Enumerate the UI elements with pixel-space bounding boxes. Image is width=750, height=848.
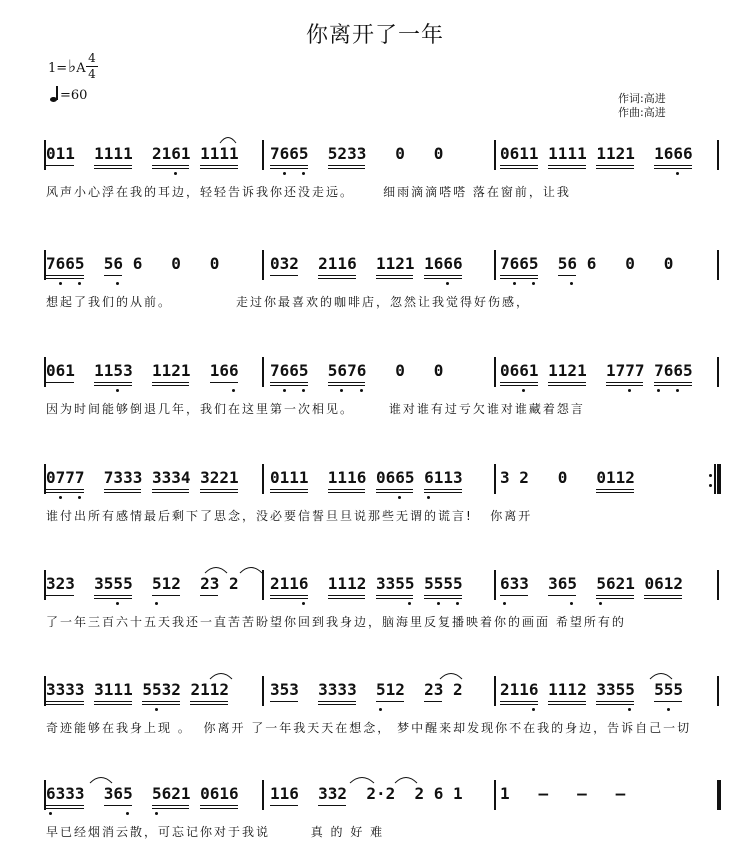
slur-mark bbox=[394, 774, 418, 784]
octave-dot bbox=[283, 172, 286, 175]
octave-dot bbox=[398, 496, 401, 499]
beam-line bbox=[328, 165, 366, 166]
beam-line bbox=[190, 704, 228, 705]
octave-dot bbox=[676, 389, 679, 392]
beam-line bbox=[328, 385, 366, 386]
octave-dot bbox=[599, 602, 602, 605]
beam-line bbox=[500, 168, 538, 169]
beam-line bbox=[596, 168, 634, 169]
octave-dot bbox=[302, 602, 305, 605]
barline bbox=[717, 464, 721, 494]
barline bbox=[494, 570, 496, 600]
measure-notes: 1 – – – bbox=[500, 784, 626, 803]
beam-line bbox=[328, 168, 366, 169]
beam-line bbox=[548, 595, 576, 596]
flat-sign-icon: ♭ bbox=[68, 57, 77, 77]
beam-line bbox=[548, 165, 586, 166]
beam-line bbox=[152, 492, 190, 493]
beam-line bbox=[318, 805, 346, 806]
barline bbox=[262, 357, 264, 387]
key-note: A bbox=[76, 61, 86, 76]
slur-mark bbox=[204, 564, 228, 574]
octave-dot bbox=[78, 282, 81, 285]
beam-line bbox=[200, 492, 238, 493]
beam-line bbox=[94, 701, 132, 702]
beam-line bbox=[596, 492, 634, 493]
beam-line bbox=[210, 382, 238, 383]
beam-line bbox=[200, 808, 238, 809]
barline bbox=[717, 570, 719, 600]
octave-dot bbox=[174, 172, 177, 175]
measure-notes: 353 3333 512 23 2 bbox=[270, 680, 463, 699]
barline bbox=[262, 780, 264, 810]
beam-line bbox=[270, 492, 308, 493]
measure-notes: 7665 56 6 0 0 bbox=[500, 254, 674, 273]
beam-line bbox=[376, 595, 414, 596]
barline bbox=[262, 570, 264, 600]
barline bbox=[494, 250, 496, 280]
beam-line bbox=[200, 805, 238, 806]
octave-dot bbox=[116, 282, 119, 285]
beam-line bbox=[270, 275, 298, 276]
octave-dot bbox=[340, 389, 343, 392]
measure-notes: 032 2116 1121 1666 bbox=[270, 254, 463, 273]
time-bottom: 4 bbox=[88, 67, 96, 81]
beam-line bbox=[152, 489, 190, 490]
measure-notes: 7665 56 6 0 0 bbox=[46, 254, 220, 273]
beam-line bbox=[152, 595, 180, 596]
barline bbox=[717, 780, 721, 810]
octave-dot bbox=[232, 389, 235, 392]
beam-line bbox=[318, 704, 356, 705]
key-label: 1= bbox=[48, 61, 68, 76]
beam-line bbox=[142, 704, 180, 705]
slur-mark bbox=[209, 670, 233, 680]
measure-notes: 6333 365 5621 0616 bbox=[46, 784, 239, 803]
barline bbox=[717, 357, 719, 387]
slur-mark bbox=[89, 774, 113, 784]
measure-notes: 7665 5676 0 0 bbox=[270, 361, 444, 380]
beam-line bbox=[270, 595, 308, 596]
beam-line bbox=[596, 598, 634, 599]
beam-line bbox=[152, 168, 190, 169]
beam-line bbox=[606, 382, 644, 383]
beam-line bbox=[424, 278, 462, 279]
octave-dot bbox=[408, 602, 411, 605]
beam-line bbox=[376, 598, 414, 599]
barline bbox=[717, 140, 719, 170]
beam-line bbox=[94, 168, 132, 169]
beam-line bbox=[46, 382, 74, 383]
octave-dot bbox=[437, 602, 440, 605]
beam-line bbox=[270, 805, 298, 806]
time-signature bbox=[86, 52, 98, 81]
barline bbox=[262, 464, 264, 494]
octave-dot bbox=[513, 282, 516, 285]
barline bbox=[494, 140, 496, 170]
beam-line bbox=[318, 701, 356, 702]
octave-dot bbox=[628, 389, 631, 392]
lyric-line: 了一年三百六十五天我还一直苦苦盼望你回到我身边，脑海里反复播映着你的画面 希望所有的 bbox=[46, 615, 626, 629]
measure-notes: 2116 1112 3355 5555 bbox=[270, 574, 463, 593]
beam-line bbox=[654, 701, 682, 702]
octave-dot bbox=[360, 389, 363, 392]
slur-mark bbox=[219, 134, 237, 144]
beam-line bbox=[654, 168, 692, 169]
beam-line bbox=[190, 701, 228, 702]
song-title: 你离开了一年 bbox=[305, 23, 444, 48]
composer: 作曲:高进 bbox=[618, 106, 666, 119]
beam-line bbox=[548, 701, 586, 702]
barline bbox=[262, 140, 264, 170]
octave-dot bbox=[676, 172, 679, 175]
barline bbox=[717, 250, 719, 280]
beam-line bbox=[270, 382, 308, 383]
quarter-note-icon bbox=[50, 86, 60, 102]
beam-line bbox=[94, 704, 132, 705]
beam-line bbox=[558, 275, 576, 276]
slur-mark bbox=[239, 564, 263, 574]
lyric-line: 因为时间能够倒退几年，我们在这里第一次相见。 谁对谁有过亏欠谁对谁藏着怨言 bbox=[46, 402, 585, 416]
beam-line bbox=[596, 595, 634, 596]
beam-line bbox=[200, 168, 238, 169]
notation-system-4 bbox=[44, 462, 724, 532]
beam-line bbox=[596, 701, 634, 702]
beam-line bbox=[200, 489, 238, 490]
octave-dot bbox=[49, 812, 52, 815]
beam-line bbox=[596, 165, 634, 166]
beam-line bbox=[376, 489, 414, 490]
notation-system-5 bbox=[44, 568, 724, 638]
beam-line bbox=[200, 165, 238, 166]
octave-dot bbox=[59, 282, 62, 285]
measure-notes: 3 2 0 0112 bbox=[500, 468, 635, 487]
beam-line bbox=[94, 165, 132, 166]
beam-line bbox=[270, 701, 298, 702]
octave-dot bbox=[532, 708, 535, 711]
beam-line bbox=[46, 278, 84, 279]
barline bbox=[262, 676, 264, 706]
beam-line bbox=[152, 382, 190, 383]
slur-mark bbox=[349, 774, 375, 784]
beam-line bbox=[654, 382, 692, 383]
octave-dot bbox=[283, 389, 286, 392]
beam-line bbox=[46, 704, 84, 705]
beam-line bbox=[424, 492, 462, 493]
beam-line bbox=[104, 275, 122, 276]
lyric-line: 奇迹能够在我身上现 。 你离开 了一年我天天在想念， 梦中醒来却发现你不在我的身边，告诉自己一切 bbox=[46, 721, 692, 735]
beam-line bbox=[152, 808, 190, 809]
beam-line bbox=[142, 701, 180, 702]
measure-notes: 7665 5233 0 0 bbox=[270, 144, 444, 163]
beam-line bbox=[152, 165, 190, 166]
beam-line bbox=[376, 701, 404, 702]
beam-line bbox=[596, 489, 634, 490]
barline bbox=[494, 780, 496, 810]
octave-dot bbox=[532, 282, 535, 285]
octave-dot bbox=[302, 172, 305, 175]
measure-notes: 0111 1116 0665 6113 bbox=[270, 468, 463, 487]
beam-line bbox=[644, 598, 682, 599]
beam-line bbox=[94, 595, 132, 596]
beam-line bbox=[424, 489, 462, 490]
measure-notes: 0611 1111 1121 1666 bbox=[500, 144, 693, 163]
barline bbox=[714, 464, 716, 494]
lyric-line: 想起了我们的从前。 走过你最喜欢的咖啡店，忽然让我觉得好伤感， bbox=[46, 295, 530, 309]
beam-line bbox=[424, 701, 442, 702]
octave-dot bbox=[456, 602, 459, 605]
beam-line bbox=[270, 165, 308, 166]
beam-line bbox=[654, 165, 692, 166]
beam-line bbox=[644, 595, 682, 596]
beam-line bbox=[500, 595, 528, 596]
barline bbox=[262, 250, 264, 280]
octave-dot bbox=[427, 496, 430, 499]
beam-line bbox=[46, 165, 74, 166]
beam-line bbox=[328, 382, 366, 383]
beam-line bbox=[376, 492, 414, 493]
beam-line bbox=[500, 165, 538, 166]
beam-line bbox=[328, 492, 366, 493]
notation-system-3 bbox=[44, 355, 724, 425]
octave-dot bbox=[667, 708, 670, 711]
beam-line bbox=[500, 382, 538, 383]
tempo-value: =60 bbox=[60, 88, 88, 103]
lyric-line: 早已经烟消云散，可忘记你对于我说 真 的 好 难 bbox=[46, 825, 385, 839]
beam-line bbox=[104, 489, 142, 490]
beam-line bbox=[376, 278, 414, 279]
beam-line bbox=[152, 805, 190, 806]
beam-line bbox=[606, 385, 644, 386]
beam-line bbox=[46, 808, 84, 809]
beam-line bbox=[328, 489, 366, 490]
beam-line bbox=[548, 168, 586, 169]
barline bbox=[494, 464, 496, 494]
beam-line bbox=[270, 385, 308, 386]
beam-line bbox=[152, 385, 190, 386]
lyricist: 作词:高进 bbox=[618, 92, 666, 105]
beam-line bbox=[270, 598, 308, 599]
lyric-line: 谁付出所有感情最后剩下了思念，没必要信誓旦旦说那些无谓的谎言! 你离开 bbox=[46, 509, 533, 523]
beam-line bbox=[328, 598, 366, 599]
octave-dot bbox=[78, 496, 81, 499]
notation-system-7 bbox=[44, 778, 724, 848]
beam-line bbox=[318, 278, 356, 279]
notation-system-2 bbox=[44, 248, 724, 318]
octave-dot bbox=[446, 282, 449, 285]
slur-mark bbox=[649, 670, 673, 680]
octave-dot bbox=[379, 708, 382, 711]
beam-line bbox=[270, 168, 308, 169]
beam-line bbox=[500, 278, 538, 279]
measure-notes: 3333 3111 5532 2112 bbox=[46, 680, 230, 699]
beam-line bbox=[548, 704, 586, 705]
octave-dot bbox=[59, 496, 62, 499]
measure-notes: 2116 1112 3355 555 bbox=[500, 680, 684, 699]
beam-line bbox=[424, 275, 462, 276]
octave-dot bbox=[657, 389, 660, 392]
beam-line bbox=[200, 595, 218, 596]
octave-dot bbox=[126, 812, 129, 815]
credits bbox=[618, 92, 666, 120]
beam-line bbox=[46, 805, 84, 806]
key-signature bbox=[48, 57, 86, 77]
beam-line bbox=[328, 595, 366, 596]
tempo-marking bbox=[50, 86, 87, 103]
octave-dot bbox=[155, 812, 158, 815]
octave-dot bbox=[503, 602, 506, 605]
notation-system-1 bbox=[44, 138, 724, 208]
beam-line bbox=[318, 275, 356, 276]
beam-line bbox=[500, 701, 538, 702]
octave-dot bbox=[628, 708, 631, 711]
measure-notes: 633 365 5621 0612 bbox=[500, 574, 684, 593]
measure-notes: 0777 7333 3334 3221 bbox=[46, 468, 239, 487]
octave-dot bbox=[155, 602, 158, 605]
beam-line bbox=[596, 704, 634, 705]
beam-line bbox=[46, 489, 84, 490]
notation-system-6 bbox=[44, 674, 724, 744]
measure-notes: 116 332 2·2 2 6 1 bbox=[270, 784, 463, 803]
lyric-line: 风声小心浮在我的耳边，轻轻告诉我你还没走远。 细雨滴滴嗒嗒 落在窗前，让我 bbox=[46, 185, 571, 199]
beam-line bbox=[424, 598, 462, 599]
octave-dot bbox=[570, 282, 573, 285]
measure-notes: 0661 1121 1777 7665 bbox=[500, 361, 693, 380]
measure-notes: 011 1111 2161 1111 bbox=[46, 144, 239, 163]
measure-notes: 061 1153 1121 166 bbox=[46, 361, 239, 380]
barline bbox=[494, 676, 496, 706]
beam-line bbox=[94, 382, 132, 383]
beam-line bbox=[46, 275, 84, 276]
beam-line bbox=[46, 701, 84, 702]
beam-line bbox=[104, 492, 142, 493]
beam-line bbox=[46, 492, 84, 493]
octave-dot bbox=[116, 602, 119, 605]
barline bbox=[717, 676, 719, 706]
octave-dot bbox=[570, 602, 573, 605]
beam-line bbox=[424, 595, 462, 596]
beam-line bbox=[654, 385, 692, 386]
beam-line bbox=[104, 805, 132, 806]
beam-line bbox=[548, 382, 586, 383]
beam-line bbox=[500, 275, 538, 276]
octave-dot bbox=[522, 389, 525, 392]
slur-mark bbox=[439, 670, 463, 680]
beam-line bbox=[500, 385, 538, 386]
beam-line bbox=[500, 704, 538, 705]
beam-line bbox=[94, 598, 132, 599]
barline bbox=[494, 357, 496, 387]
beam-line bbox=[548, 385, 586, 386]
octave-dot bbox=[302, 389, 305, 392]
beam-line bbox=[46, 595, 74, 596]
beam-line bbox=[94, 385, 132, 386]
beam-line bbox=[270, 489, 308, 490]
octave-dot bbox=[116, 389, 119, 392]
measure-notes: 323 3555 512 23 2 bbox=[46, 574, 239, 593]
octave-dot bbox=[155, 708, 158, 711]
time-top: 4 bbox=[88, 51, 96, 65]
beam-line bbox=[376, 275, 414, 276]
